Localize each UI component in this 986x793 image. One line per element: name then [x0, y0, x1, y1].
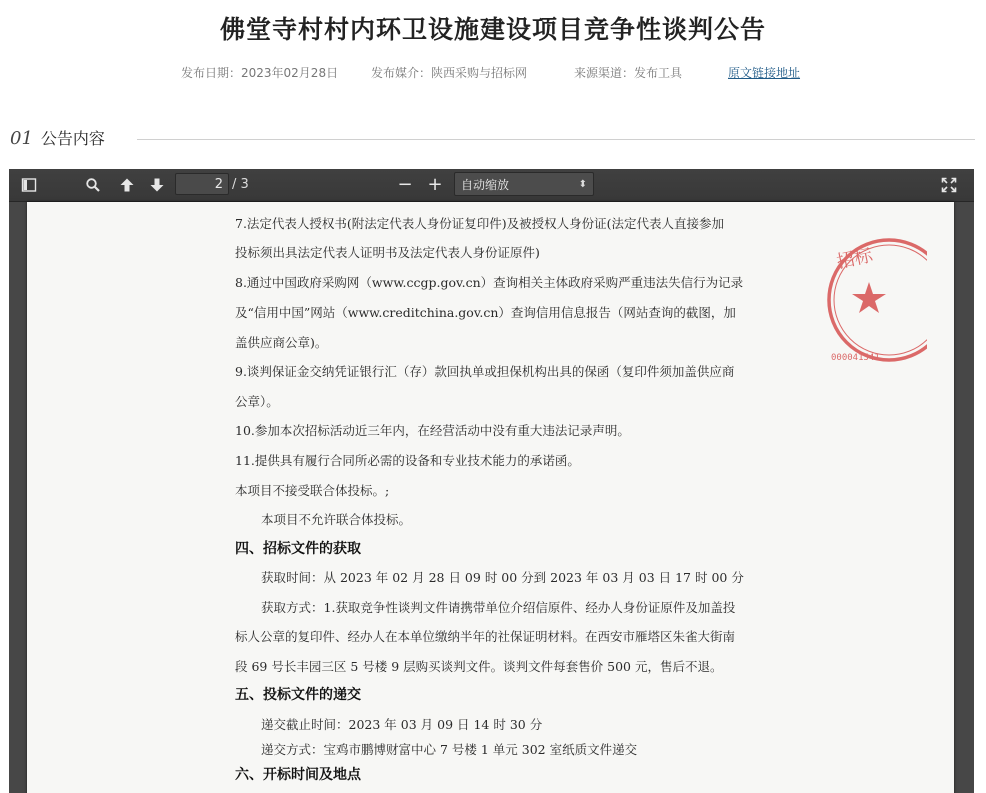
doc-heading: 六、开标时间及地点 — [235, 767, 361, 783]
doc-line: 11.提供具有履行合同所必需的设备和专业技术能力的承诺函。 — [235, 453, 580, 468]
page-number-input[interactable]: 2 — [175, 173, 229, 195]
search-icon[interactable] — [81, 174, 105, 196]
doc-line: 7.法定代表人授权书(附法定代表人身份证复印件)及被授权人身份证(法定代表人直接参加 — [235, 216, 725, 231]
page-title: 佛堂寺村村内环卫设施建设项目竞争性谈判公告 — [219, 15, 766, 44]
publish-date: 发布日期：2023年02月28日 — [181, 66, 339, 80]
zoom-out-icon[interactable]: − — [397, 174, 413, 195]
section-heading — [10, 126, 105, 149]
official-seal-icon — [817, 220, 927, 380]
pdf-viewer — [9, 169, 974, 793]
section-label: 公告内容 — [40, 129, 105, 148]
doc-line: 及“信用中国”网站（www.creditchina.gov.cn）查询信用信息报告（网站查询的截图，加 — [235, 305, 736, 320]
zoom-in-icon[interactable]: + — [427, 174, 443, 195]
page-count: / 3 — [232, 177, 249, 192]
doc-line: 获取时间：从 2023 年 02 月 28 日 09 时 00 分到 2023 年 03 月 03 日 17 时 00 分 — [261, 570, 744, 585]
publish-media: 发布媒介：陕西采购与招标网 — [371, 66, 528, 80]
pdf-toolbar — [9, 169, 974, 202]
doc-heading: 四、招标文件的获取 — [235, 541, 361, 557]
svg-text:000041541: 000041541 — [831, 353, 880, 363]
doc-line: 公章）。 — [235, 394, 279, 409]
doc-line: 盖供应商公章)。 — [235, 335, 328, 350]
doc-line: 递交方式：宝鸡市鹏博财富中心 7 号楼 1 单元 302 室纸质文件递交 — [261, 742, 638, 757]
svg-text:招标: 招标 — [834, 244, 875, 273]
source-channel: 来源渠道：发布工具 — [574, 66, 683, 80]
original-link[interactable]: 原文链接地址 — [728, 66, 801, 80]
doc-heading: 五、投标文件的递交 — [235, 687, 361, 703]
doc-line: 本项目不允许联合体投标。 — [261, 512, 412, 527]
doc-line: 10.参加本次招标活动近三年内，在经营活动中没有重大违法记录声明。 — [235, 423, 630, 438]
doc-line: 8.通过中国政府采购网（www.ccgp.gov.cn）查询相关主体政府采购严重违法失信行为记录 — [235, 275, 744, 290]
zoom-select[interactable] — [454, 172, 594, 196]
pdf-page — [27, 202, 954, 793]
doc-line: 9.谈判保证金交纳凭证银行汇（存）款回执单或担保机构出具的保函（复印件须加盖供应商 — [235, 364, 735, 379]
doc-line: 递交截止时间：2023 年 03 月 09 日 14 时 30 分 — [261, 717, 543, 732]
doc-line: 段 69 号长丰园三区 5 号楼 9 层购买谈判文件。谈判文件每套售价 500 元，售后不退。 — [235, 659, 723, 674]
doc-line: 投标须出具法定代表人证明书及法定代表人身份证原件) — [235, 245, 540, 260]
zoom-select-label: 自动缩放 — [461, 178, 510, 192]
next-page-icon[interactable] — [145, 174, 169, 196]
doc-line: 标人公章的复印件、经办人在本单位缴纳半年的社保证明材料。在西安市雁塔区朱雀大街南 — [235, 629, 736, 644]
sidebar-toggle-icon[interactable] — [17, 174, 41, 196]
fullscreen-icon[interactable] — [937, 174, 961, 196]
select-arrows-icon: ⬍ — [578, 179, 587, 190]
previous-page-icon[interactable] — [115, 174, 139, 196]
doc-line: 获取方式：1.获取竞争性谈判文件请携带单位介绍信原件、经办人身份证原件及加盖投 — [261, 600, 736, 615]
section-divider — [137, 139, 975, 140]
section-number: 01 — [10, 128, 33, 149]
doc-line: 本项目不接受联合体投标。; — [235, 483, 390, 498]
